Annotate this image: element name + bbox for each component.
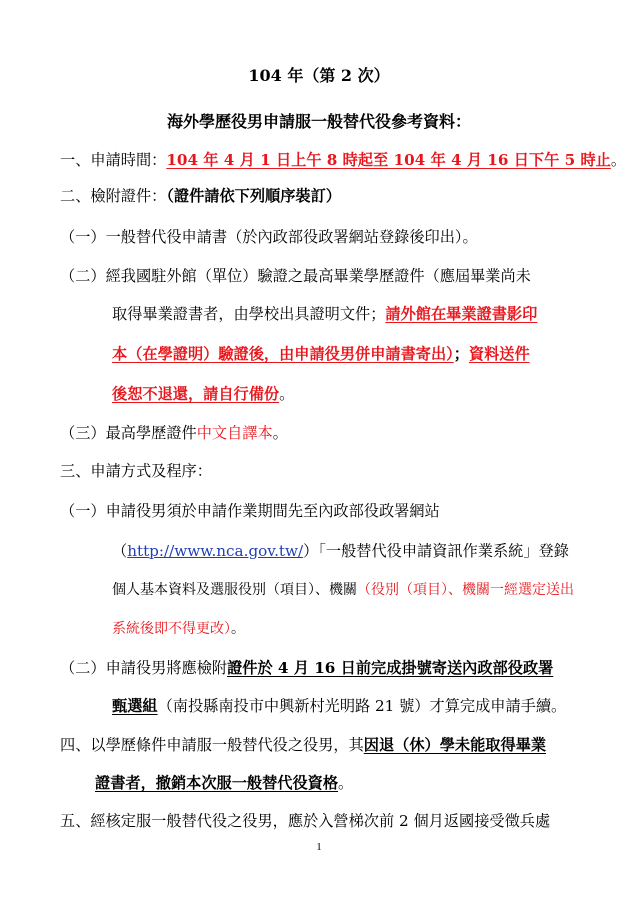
embassy-verify-note: 請外館在畢業證書影印 [385,305,538,323]
chinese-translation-note: 中文自譯本 [196,424,273,442]
section-2-item-2-line-2: 取得畢業證書者，由學校出具證明文件；請外館在畢業證書影印 [112,305,538,323]
section-3-label: 三、申請方式及程序： [60,462,212,480]
section-2-label: 二、檢附證件： [60,187,167,205]
section-4-line-1: 四、以學歷條件申請服一般替代役之役男，其因退（休）學未能取得畢業 [60,736,546,754]
section-3-item-2-line-1: （二）申請役男將應檢附證件於 4 月 16 日前完成掛號寄送內政部役政署 [60,659,554,677]
section-2-item-2-line-4: 後恕不退還，請自行備份。 [112,385,295,403]
document-title: 104 年（第 2 次） [248,66,390,85]
section-3-item-1-line-1: （一）申請役男須於申請作業期間先至內政部役政署網站 [60,502,440,520]
mail-deadline-note: 證件於 4 月 16 日前完成掛號寄送內政部役政署 [227,659,554,677]
mailing-address: （南投縣南投市中興新村光明路 21 號）才算完成申請手續。 [157,697,567,715]
section-3-item-2-line-2: 甄選組（南投縣南投市中興新村光明路 21 號）才算完成申請手續。 [112,697,567,715]
section-2 [60,186,341,206]
section-1-end: 。 [610,151,627,169]
page-number: 1 [316,841,322,853]
section-4-line-2: 證書者，撤銷本次服一般替代役資格。 [95,774,354,792]
section-3-item-1-line-2: （http://www.nca.gov.tw/）「一般替代役申請資訊作業系統」登錄 [112,542,569,560]
section-2-item-3: （三）最高學歷證件中文自譯本。 [60,424,288,442]
document-subtitle: 海外學歷役男申請服一般替代役參考資料： [166,112,471,131]
section-2-note: （證件請依下列順序裝訂） [166,187,341,205]
section-5-line-1: 五、經核定服一般替代役之役男，應於入營梯次前 2 個月返國接受徵兵處 [60,812,551,830]
section-2-item-2-line-1: （二）經我國駐外館（單位）驗證之最高畢業學歷證件（應屆畢業尚未 [60,267,531,285]
nca-website-link[interactable]: http://www.nca.gov.tw/ [127,542,304,560]
section-3-item-1-line-4: 系統後即不得更改）。 [112,621,245,637]
section-2-item-1: （一）一般替代役申請書（於內政部役政署網站登錄後印出）。 [60,228,478,246]
section-3-item-1-line-3: 個人基本資料及選服役別（項目）、機關（役別（項目）、機關一經選定送出 [112,582,574,598]
no-change-note: （役別（項目）、機關一經選定送出 [357,582,574,598]
dropout-note: 因退（休）學未能取得畢業 [363,736,546,754]
section-1-label: 一、申請時間： [60,151,167,169]
application-period: 104 年 4 月 1 日上午 8 時起至 104 年 4 月 16 日下午 5 時止 [166,151,611,169]
section-1 [60,150,626,170]
no-return-note: 後恕不退還，請自行備份 [112,385,280,403]
section-2-item-2-line-3: 本（在學證明）驗證後，由申請役男併申請書寄出）；資料送件 [112,345,530,363]
